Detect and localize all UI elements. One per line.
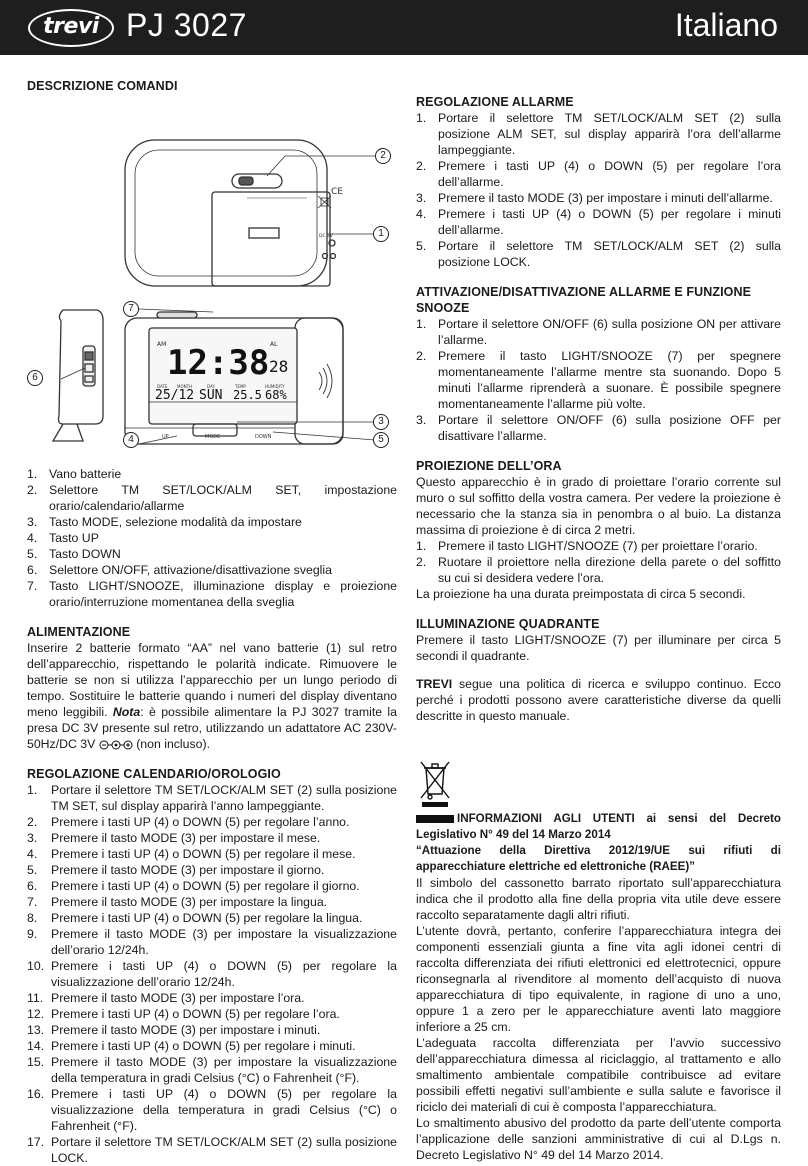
list-item: 2. Premere i tasti UP (4) o DOWN (5) per regolare l’anno.: [27, 815, 350, 829]
btn-up-label: UP: [162, 434, 169, 440]
alarm-heading: REGOLAZIONE ALLARME: [416, 95, 574, 109]
dc-label: DC 3V: [319, 234, 333, 239]
info-paragraph: L’adeguata raccolta differenziata per l’avvio successivo dell’apparecchiatura dimessa al riciclaggio, al trattamento e allo smaltimento ambientale compatibile contribuisce ad evitare possibili effetti negativi sull’ambiente e sulla salute e favorisce il riciclo dei materiali di cui è composta l’apparecchiatura.: [416, 1036, 781, 1114]
back-view: [125, 140, 336, 286]
snooze-list: [416, 316, 781, 444]
lcd-temp-label: TEMP: [235, 384, 246, 389]
callout-7: 7: [123, 301, 139, 317]
list-item: 2. Selettore TM SET/LOCK/ALM SET, impostazione orario/calendario/allarme: [27, 483, 397, 513]
list-item: 14. Premere i tasti UP (4) o DOWN (5) per regolare i minuti.: [27, 1039, 356, 1053]
list-item: 7. Premere il tasto MODE (3) per impostare la lingua.: [27, 895, 328, 909]
black-bar: [416, 815, 454, 823]
controls-list: [27, 466, 397, 610]
list-item: 11. Premere il tasto MODE (3) per impostare l’ora.: [27, 991, 305, 1005]
lcd-am: AM: [157, 341, 167, 348]
callout-6: 6: [27, 370, 43, 386]
list-item: 16. Premere i tasti UP (4) o DOWN (5) per regolare la visualizzazione della temperatura in gradi Celsius (°C) o Fahrenheit (°F).: [27, 1087, 397, 1133]
alarm-list: [416, 110, 781, 270]
lcd-date: 25/12: [155, 388, 195, 403]
list-item: 9. Premere il tasto MODE (3) per impostare la visualizzazione dell’orario 12/24h.: [27, 927, 397, 957]
device-figure: [27, 106, 397, 466]
list-item: 4. Premere i tasti UP (4) o DOWN (5) per regolare il mese.: [27, 847, 356, 861]
weee-mini-icon: [318, 196, 331, 208]
callout-2: 2: [375, 148, 391, 164]
list-item: 6. Selettore ON/OFF, attivazione/disattivazione sveglia: [27, 563, 332, 577]
model-title: PJ 3027: [126, 7, 247, 43]
lcd-temp: 25.5: [233, 388, 262, 402]
info-paragraph: L’utente dovrà, pertanto, conferire l’apparecchiatura integra dei componenti essenziali giunta a fine vita agli idonei centri di raccolta differenziata dei rifiuti elettronici ed elettrotecnici, oppure riconsegnarla al rivenditore al momento dell’acquisto di nuova apparecchiatura di tipo equivalente, in ragione di uno a uno, oppure 1 a zero per le apparecchiature aventi lato maggiore inferiore a 25 cm.: [416, 924, 781, 1034]
projection-text: Questo apparecchio è in grado di proiettare l’orario corrente sul muro o sul soffitto della vostra camera. Per vedere la proiezione è necessario che la stanza sia in penombra o al buio. La distanza massima di proiezione è di circa 2 metri.: [416, 475, 781, 537]
right-column: [416, 94, 781, 1163]
list-item: 3. Portare il selettore ON/OFF (6) sulla posizione OFF per disattivare l’allarme.: [416, 413, 781, 443]
device-illustration: [27, 106, 397, 466]
weee-symbol: [416, 756, 781, 811]
btn-down-label: DOWN: [255, 434, 272, 440]
lcd-time: 12:38: [167, 343, 270, 383]
lcd-date-label: DATE: [157, 384, 168, 389]
projection-list: [416, 538, 781, 586]
list-item: 1. Vano batterie: [27, 467, 122, 481]
list-item: 8. Premere i tasti UP (4) o DOWN (5) per regolare la lingua.: [27, 911, 363, 925]
list-item: 2. Premere il tasto LIGHT/SNOOZE (7) per spegnere momentaneamente l’allarme mentre sta suonando. Dopo 5 minuti l’allarme riprenderà a suonare. È possibile spegnere momentaneamente l’allarme più volte.: [416, 349, 781, 411]
list-item: 12. Premere i tasti UP (4) o DOWN (5) per regolare l’ora.: [27, 1007, 340, 1021]
left-column: [27, 78, 397, 1166]
lcd-humidity: 68%: [265, 388, 287, 402]
calendar-heading: REGOLAZIONE CALENDARIO/OROLOGIO: [27, 767, 281, 781]
list-item: 1. Portare il selettore TM SET/LOCK/ALM SET (2) sulla posizione ALM SET, sul display apparirà l’ora dell’allarme lampeggiante.: [416, 111, 781, 157]
info-paragraph: Lo smaltimento abusivo del prodotto da parte dell’utente comporta l’applicazione delle sanzioni amministrative di cui al D.Lgs n. Decreto Legislativo N° 49 del 14 Marzo 2014.: [416, 1116, 781, 1162]
list-item: 1. Premere il tasto LIGHT/SNOOZE (7) per proiettare l’orario.: [416, 539, 758, 553]
logo-text: trevi: [43, 14, 99, 39]
list-item: 2. Ruotare il proiettore nella direzione della parete o del soffitto su cui si desidera vedere l’ora.: [416, 555, 781, 585]
header-bar: [0, 0, 808, 55]
list-item: 5. Premere il tasto MODE (3) per impostare il giorno.: [27, 863, 325, 877]
list-item: 15. Premere il tasto MODE (3) per impostare la visualizzazione della temperatura in gradi Celsius (°C) o Fahrenheit (°F).: [27, 1055, 397, 1085]
calendar-list: [27, 782, 397, 1166]
lcd-day: SUN: [199, 388, 223, 403]
projection-tail: La proiezione ha una durata preimpostata di circa 5 secondi.: [416, 587, 746, 601]
callout-1: 1: [373, 226, 389, 242]
lcd-day-label: DAY: [207, 384, 215, 389]
trevi-disclaimer: TREVI segue una politica di ricerca e sviluppo continuo. Ecco perché i prodotti possono avere caratteristiche diverse da quelli descritte in questo manuale.: [416, 677, 781, 723]
controls-heading: DESCRIZIONE COMANDI: [27, 79, 178, 93]
lcd-humidity-label: HUMIDITY: [265, 384, 285, 389]
list-item: 4. Tasto UP: [27, 531, 99, 545]
trevi-word: TREVI: [416, 677, 453, 691]
callout-4: 4: [123, 432, 139, 448]
callout-3: 3: [373, 414, 389, 430]
list-item: 10. Premere i tasti UP (4) o DOWN (5) per regolare la visualizzazione dell’orario 12/24h.: [27, 959, 397, 989]
list-item: 1. Portare il selettore ON/OFF (6) sulla posizione ON per attivare l’allarme.: [416, 317, 781, 347]
dial-heading: ILLUMINAZIONE QUADRANTE: [416, 617, 600, 631]
info-subtitle: “Attuazione della Direttiva 2012/19/UE sui rifiuti di apparecchiature elettriche ed elettroniche (RAEE)”: [416, 844, 781, 873]
list-item: 7. Tasto LIGHT/SNOOZE, illuminazione display e proiezione orario/interruzione momentanea della sveglia: [27, 579, 397, 609]
list-item: 13. Premere il tasto MODE (3) per impostare i minuti.: [27, 1023, 321, 1037]
brand-logo: [28, 9, 114, 47]
snooze-heading: ATTIVAZIONE/DISATTIVAZIONE ALLARME E FUNZIONE SNOOZE: [416, 285, 752, 315]
lcd-seconds: 28: [269, 357, 289, 376]
lcd-al: AL: [270, 341, 278, 348]
info-lead: INFORMAZIONI AGLI UTENTI ai sensi del Decreto Legislativo N° 49 del 14 Marzo 2014: [416, 812, 781, 841]
side-view: [53, 310, 103, 441]
list-item: 1. Portare il selettore TM SET/LOCK/ALM SET (2) sulla posizione TM SET, sul display apparirà l’anno lampeggiante.: [27, 783, 397, 813]
lcd-month-label: MONTH: [177, 384, 193, 389]
dial-text: Premere il tasto LIGHT/SNOOZE (7) per illuminare per circa 5 secondi il quadrante.: [416, 633, 781, 663]
list-item: 17. Portare il selettore TM SET/LOCK/ALM SET (2) sulla posizione LOCK.: [27, 1135, 397, 1165]
list-item: 3. Premere il tasto MODE (3) per impostare il mese.: [27, 831, 321, 845]
info-paragraph: Il simbolo del cassonetto barrato riportato sull’apparecchiatura indica che il prodotto alla fine della propria vita utile deve essere raccolto separatamente dagli altri rifiuti.: [416, 876, 781, 922]
list-item: 5. Tasto DOWN: [27, 547, 121, 561]
callout-5: 5: [373, 432, 389, 448]
language-label: Italiano: [674, 7, 778, 43]
list-item: 3. Premere il tasto MODE (3) per impostare i minuti dell’allarme.: [416, 191, 773, 205]
projection-heading: PROIEZIONE DELL’ORA: [416, 459, 562, 473]
list-item: 2. Premere i tasti UP (4) o DOWN (5) per regolare l’ora dell’allarme.: [416, 159, 781, 189]
list-item: 5. Portare il selettore TM SET/LOCK/ALM SET (2) sulla posizione LOCK.: [416, 239, 781, 269]
list-item: 6. Premere i tasti UP (4) o DOWN (5) per regolare il giorno.: [27, 879, 360, 893]
list-item: 3. Tasto MODE, selezione modalità da impostare: [27, 515, 302, 529]
power-heading: ALIMENTAZIONE: [27, 625, 131, 639]
btn-mode-label: MODE: [205, 434, 221, 440]
ce-mark: CE: [331, 187, 343, 197]
dc-polarity-icon: [99, 740, 133, 750]
crossed-bin-icon: [418, 758, 452, 808]
note-label: Nota: [112, 705, 141, 719]
list-item: 4. Premere i tasti UP (4) o DOWN (5) per regolare i minuti dell’allarme.: [416, 207, 781, 237]
power-text: Inserire 2 batterie formato “AA” nel vano batterie (1) sul retro dell’apparecchio, rispettando le polarità indicate. Rimuovere le batterie se non si utilizza l’apparecchio per un lungo periodo di tempo. Sostituire le batterie quando i numeri del display diventano meno leggibili. Nota: è possibile alimentare la PJ 3027 tramite la presa DC 3V presente sul retro, utilizzando un adattatore AC 230V-50Hz/DC 3V (non incluso).: [27, 641, 398, 751]
